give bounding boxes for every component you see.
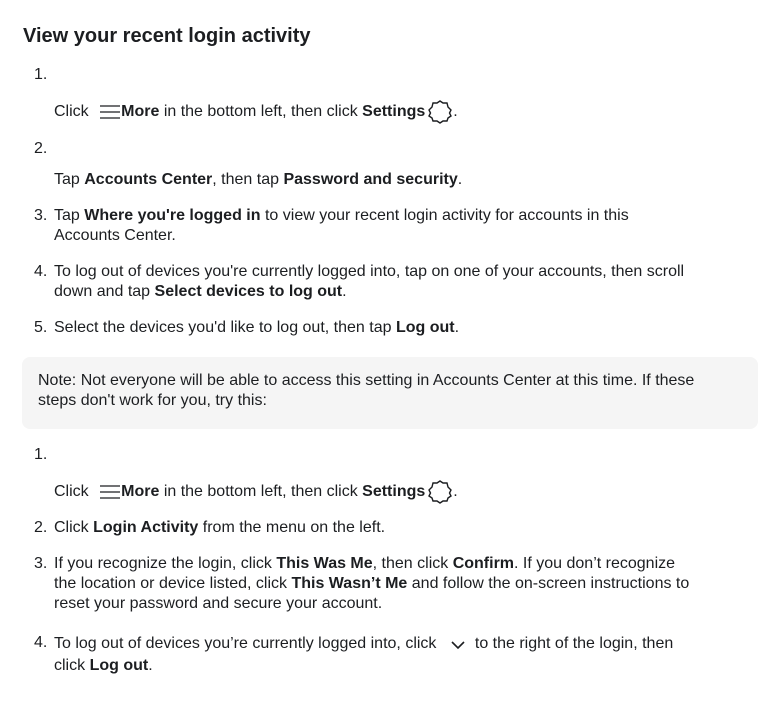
this-was-me-label: This Was Me <box>276 555 373 572</box>
step-number: 1. <box>34 446 48 463</box>
list1-step2 <box>54 170 743 190</box>
accounts-center-label: Accounts Center <box>84 171 213 188</box>
step-text: Accounts Center. <box>54 227 176 244</box>
step-text: . <box>148 657 153 674</box>
step-text: Click <box>54 103 89 121</box>
list2-step2 <box>54 518 743 538</box>
list2-step4 <box>54 633 743 677</box>
step-text: Tap <box>54 207 80 224</box>
step-number: 1. <box>34 66 48 83</box>
step-text: , then tap <box>212 171 279 188</box>
page-title: View your recent login activity <box>23 25 311 47</box>
settings-gear-icon <box>427 479 453 505</box>
step-text: Click <box>54 519 89 536</box>
confirm-label: Confirm <box>452 555 515 572</box>
step-text: . If you don’t recognize <box>514 555 676 572</box>
step-number: 5. <box>34 319 48 336</box>
where-logged-in-label: Where you're logged in <box>84 207 261 224</box>
more-label: More <box>121 103 160 121</box>
chevron-down-icon <box>447 637 469 651</box>
this-wasnt-me-label: This Wasn’t Me <box>291 575 408 592</box>
step-number: 4. <box>34 634 48 651</box>
step-number: 2. <box>34 519 48 536</box>
note-text <box>38 371 746 411</box>
list1-step1 <box>54 99 743 125</box>
step-text: in the bottom left, then click <box>163 103 358 121</box>
step-number: 3. <box>34 207 48 224</box>
menu-icon <box>99 103 121 121</box>
password-security-label: Password and security <box>283 171 458 188</box>
step-text: down and tap <box>54 283 151 300</box>
step-text: Select the devices you'd like to log out, then tap <box>54 319 392 336</box>
more-label: More <box>121 483 160 501</box>
step-text: To log out of devices you're currently logged into, tap on one of your accounts, then scroll <box>54 263 685 280</box>
log-out-label: Log out <box>395 319 455 336</box>
step-text: . <box>454 319 460 336</box>
step-number: 2. <box>34 140 48 157</box>
list1-step4 <box>54 262 743 302</box>
log-out-label: Log out <box>89 657 149 674</box>
step-text: , then click <box>372 555 449 572</box>
step-text: and follow the on-screen instructions to <box>411 575 690 592</box>
step-text: to the right of the login, then <box>474 635 674 652</box>
note-line: Note: Not everyone will be able to access this setting in Accounts Center at this time. If these <box>38 372 695 389</box>
step-text: . <box>457 171 463 188</box>
menu-icon <box>99 483 121 501</box>
step-text: Click <box>54 483 89 501</box>
step-text: to view your recent login activity for accounts in this <box>264 207 629 224</box>
step-text: To log out of devices you’re currently logged into, click <box>54 635 437 652</box>
login-activity-label: Login Activity <box>93 519 199 536</box>
step-text: . <box>453 103 458 121</box>
step-number: 4. <box>34 263 48 280</box>
step-text: click <box>54 657 86 674</box>
list1-step3 <box>54 206 743 246</box>
step-text: . <box>342 283 347 300</box>
note-box <box>22 357 758 429</box>
step-text: If you recognize the login, click <box>54 555 272 572</box>
step-text: from the menu on the left. <box>202 519 386 536</box>
list2-step3 <box>54 554 743 614</box>
settings-gear-icon <box>427 99 453 125</box>
settings-label: Settings <box>362 483 426 501</box>
step-text: . <box>453 483 458 501</box>
step-text: the location or device listed, click <box>54 575 287 592</box>
step-text: in the bottom left, then click <box>163 483 358 501</box>
step-text: reset your password and secure your account. <box>54 595 383 612</box>
step-text: Tap <box>54 171 80 188</box>
list2-step1 <box>54 479 743 505</box>
step-number: 3. <box>34 555 48 572</box>
select-devices-label: Select devices to log out <box>154 283 343 300</box>
note-line: steps don't work for you, try this: <box>38 392 267 409</box>
list1-step5 <box>54 318 743 338</box>
settings-label: Settings <box>362 103 426 121</box>
